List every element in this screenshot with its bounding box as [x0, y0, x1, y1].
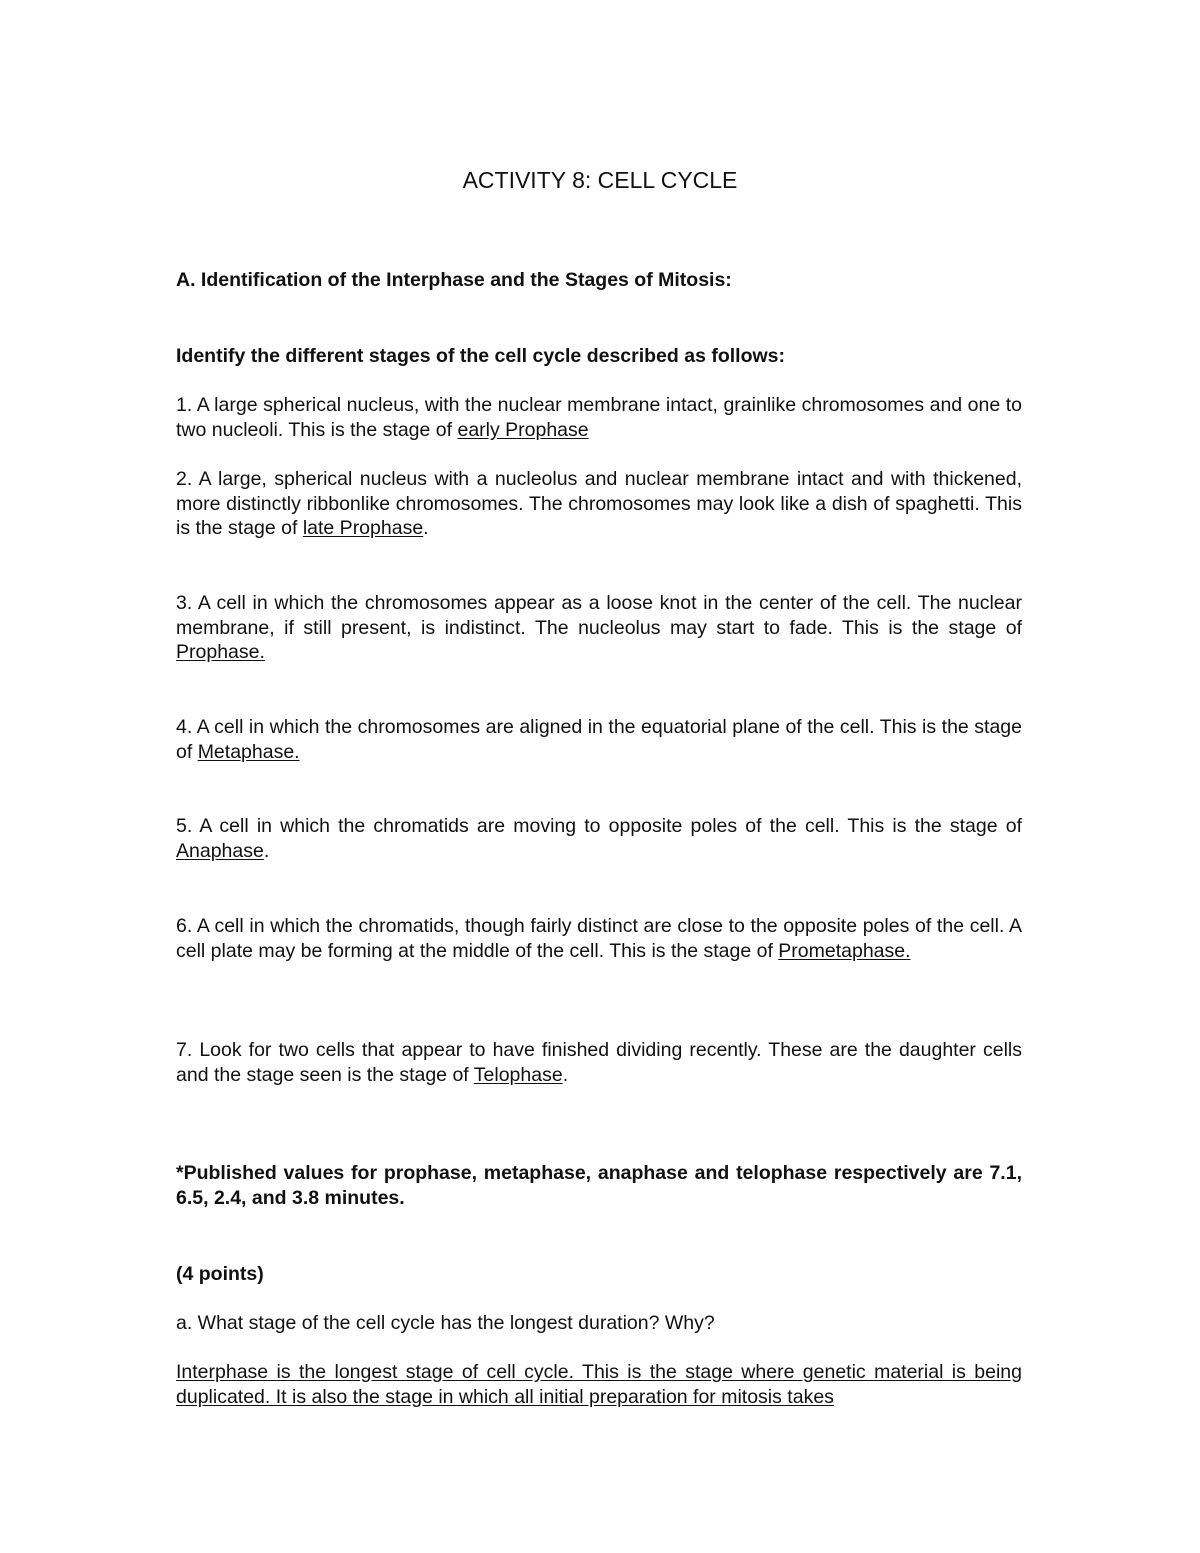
item-6 [176, 914, 1022, 963]
answer-a [176, 1360, 1022, 1409]
item-4 [176, 715, 1022, 764]
item-text: 2. A large, spherical nucleus with a nucleolus and nuclear membrane intact and with thickened, more distinctly ribbonlike chromosomes. The chromosomes may look like a dish of spaghetti. This is the stage of [176, 468, 1022, 539]
item-text: 1. A large spherical nucleus, with the nuclear membrane intact, grainlike chromosomes and one to two nucleoli. This is the stage of [176, 394, 1022, 441]
item-text: 7. Look for two cells that appear to have finished dividing recently. These are the daughter cells and the stage seen is the stage of [176, 1039, 1022, 1086]
item-text: 5. A cell in which the chromatids are moving to opposite poles of the cell. This is the stage of [176, 815, 1022, 837]
item-answer: Prometaphase. [778, 939, 911, 962]
item-answer: Metaphase. [197, 740, 300, 763]
question-a: a. What stage of the cell cycle has the longest duration? Why? [176, 1312, 715, 1334]
points-label: (4 points) [176, 1263, 264, 1285]
item-text: 6. A cell in which the chromatids, though fairly distinct are close to the opposite poles of the cell. A cell plate may be forming at the middle of the cell. This is the stage of [176, 915, 1022, 962]
item-text: 4. A cell in which the chromosomes are aligned in the equatorial plane of the cell. This is the stage of [176, 716, 1022, 763]
item-answer: early Prophase [457, 418, 589, 441]
item-answer: late Prophase [302, 517, 424, 539]
section-a-heading: A. Identification of the Interphase and the Stages of Mitosis: [176, 269, 732, 291]
item-answer: Telophase [473, 1063, 563, 1086]
item-3 [176, 591, 1022, 665]
item-after: . [423, 517, 429, 539]
item-after: . [263, 839, 270, 862]
page-title: ACTIVITY 8: CELL CYCLE [462, 167, 738, 193]
item-5 [176, 814, 1022, 863]
item-answer: Anaphase [176, 839, 264, 862]
item-2 [176, 467, 1022, 541]
item-1 [176, 393, 1022, 442]
item-after: . [562, 1063, 569, 1086]
instruction-text: Identify the different stages of the cell cycle described as follows: [176, 345, 785, 367]
answer-a-text: Interphase is the longest stage of cell cycle. This is the stage where genetic material is being duplicated. It is also the stage in which all initial preparation for mitosis takes [176, 1361, 1022, 1408]
item-answer: Prophase. [176, 641, 265, 663]
item-text: 3. A cell in which the chromosomes appear as a loose knot in the center of the cell. The nuclear membrane, if still present, is indistinct. The nucleolus may start to fade. This is the stage of [176, 592, 1022, 639]
item-7 [176, 1038, 1022, 1087]
published-values-note: *Published values for prophase, metaphase, anaphase and telophase respectively are 7.1, 6.5, 2.4, and 3.8 minutes. [176, 1162, 1022, 1209]
